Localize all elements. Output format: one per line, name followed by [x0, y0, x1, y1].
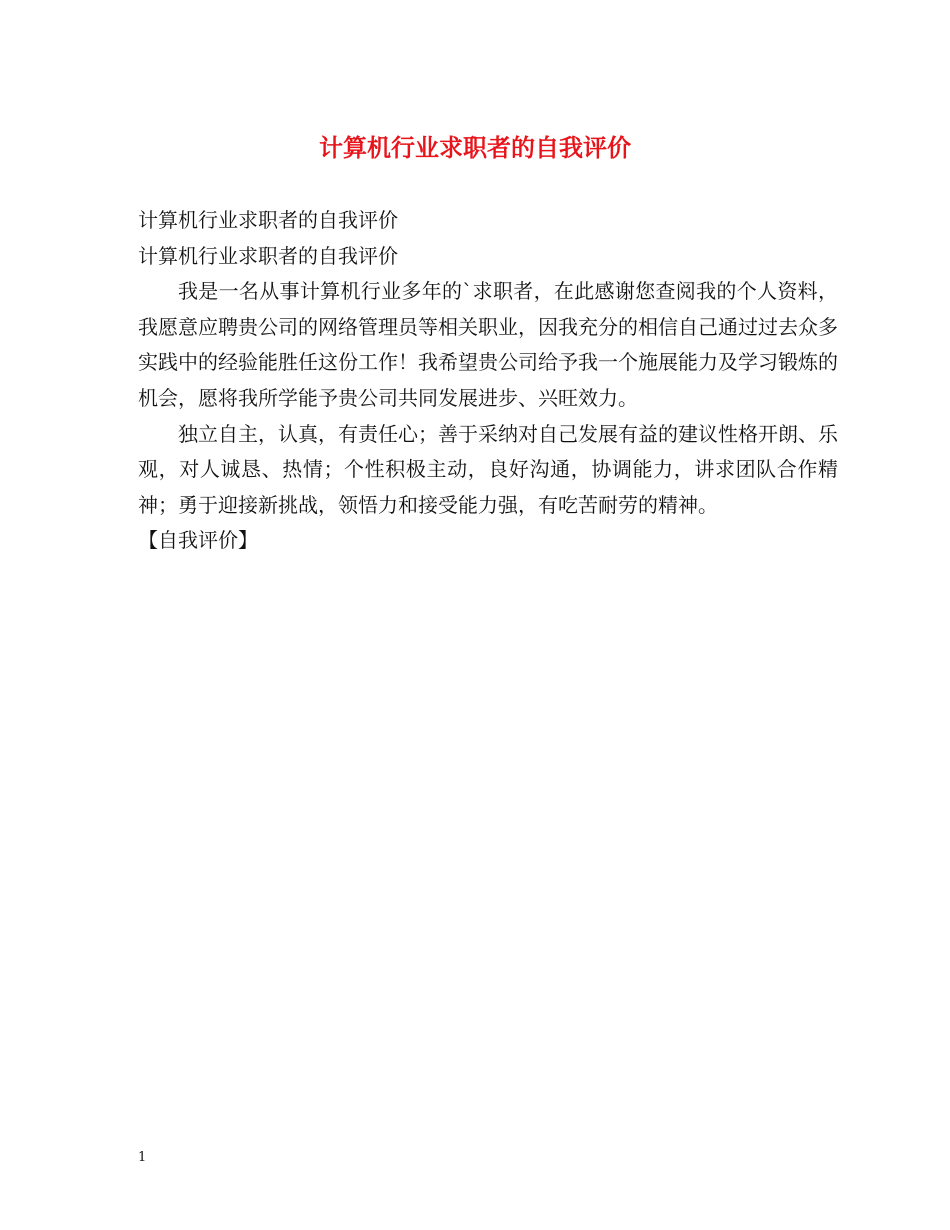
section-heading: 【自我评价】: [138, 528, 258, 553]
subtitle-line: 计算机行业求职者的自我评价: [138, 208, 398, 232]
subtitle-line: 计算机行业求职者的自我评价: [138, 243, 398, 268]
body-paragraph-intro: 我是一名从事计算机行业多年的`求职者，在此感谢您查阅我的个人资料，我愿意应聘贵公司的网络管理员等相关职业，因我充分的相信自己通过过去众多实践中的经验能胜任这份工作！我希望贵公司给予我一个施展能力及学习锻炼的机会，愿将我所学能予贵公司共同发展进步、兴旺效力。: [138, 279, 838, 410]
document-body: [138, 203, 838, 559]
body-paragraph-traits: 独立自主，认真，有责任心；善于采纳对自己发展有益的建议性格开朗、乐观，对人诚恳、热情；个性积极主动，良好沟通，协调能力，讲求团队合作精神；勇于迎接新挑战，领悟力和接受能力强，有吃苦耐劳的精神。: [138, 421, 838, 517]
document-title: 计算机行业求职者的自我评价: [319, 133, 631, 162]
page-number: 1: [138, 1150, 147, 1165]
